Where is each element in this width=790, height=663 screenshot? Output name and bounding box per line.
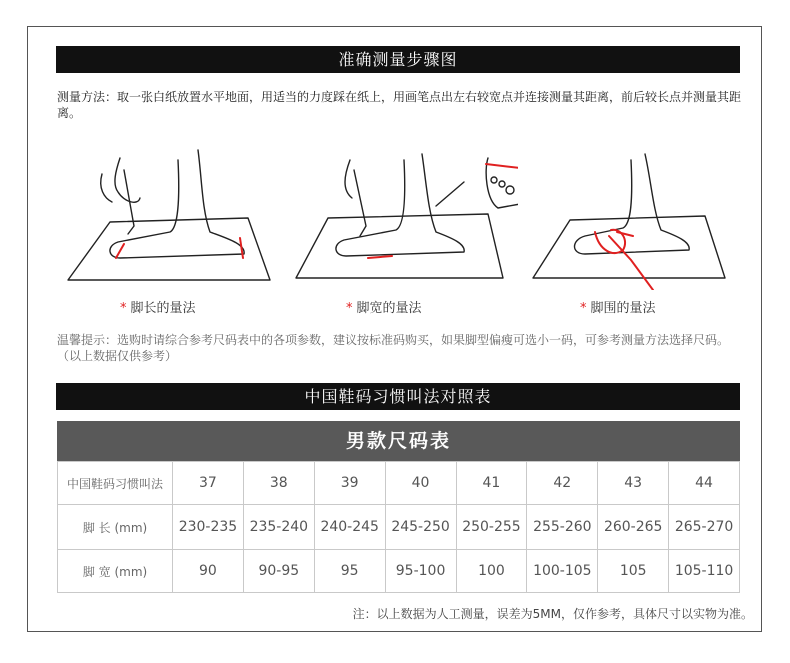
row-label: 脚 长 (mm) bbox=[58, 505, 173, 550]
foot-length-illustration bbox=[60, 140, 280, 290]
table-cell: 90 bbox=[173, 550, 244, 593]
table-cell: 100 bbox=[456, 550, 527, 593]
caption-star: * bbox=[580, 301, 587, 316]
caption-width-text: 脚宽的量法 bbox=[356, 301, 422, 316]
table-cell: 105-110 bbox=[669, 550, 740, 593]
table-cell: 245-250 bbox=[385, 505, 456, 550]
table-cell: 38 bbox=[243, 462, 314, 505]
table-cell: 41 bbox=[456, 462, 527, 505]
size-table bbox=[57, 461, 740, 593]
caption-girth bbox=[580, 297, 656, 316]
table-cell: 100-105 bbox=[527, 550, 598, 593]
size-chart-header: 中国鞋码习惯叫法对照表 bbox=[56, 383, 740, 410]
foot-width-illustration bbox=[288, 140, 518, 290]
table-cell: 250-255 bbox=[456, 505, 527, 550]
foot-girth-illustration bbox=[525, 140, 740, 290]
table-cell: 260-265 bbox=[598, 505, 669, 550]
table-cell: 95 bbox=[314, 550, 385, 593]
table-cell: 40 bbox=[385, 462, 456, 505]
table-cell: 37 bbox=[173, 462, 244, 505]
table-cell: 255-260 bbox=[527, 505, 598, 550]
caption-length-text: 脚长的量法 bbox=[130, 301, 196, 316]
caption-width bbox=[346, 297, 422, 316]
measure-method-text: 测量方法：取一张白纸放置水平地面，用适当的力度踩在纸上，用画笔点出左右较宽点并连接测量其距离，前后较长点并测量其距离。 bbox=[57, 90, 742, 120]
table-row bbox=[58, 505, 740, 550]
caption-length bbox=[120, 297, 196, 316]
caption-star: * bbox=[120, 301, 127, 316]
footnote: 注：以上数据为人工测量，误差为5MM，仅作参考，具体尺寸以实物为准。 bbox=[352, 607, 753, 621]
table-cell: 230-235 bbox=[173, 505, 244, 550]
table-cell: 105 bbox=[598, 550, 669, 593]
caption-star: * bbox=[346, 301, 353, 316]
caption-girth-text: 脚围的量法 bbox=[590, 301, 656, 316]
table-cell: 240-245 bbox=[314, 505, 385, 550]
size-table-container bbox=[57, 421, 740, 593]
table-cell: 235-240 bbox=[243, 505, 314, 550]
tip-text: 温馨提示：选购时请综合参考尺码表中的各项参数，建议按标准码购买，如果脚型偏瘦可选小一码，可参考测量方法选择尺码。（以上数据仅供参考） bbox=[57, 333, 730, 363]
measure-steps-header: 准确测量步骤图 bbox=[56, 46, 740, 73]
size-table-title: 男款尺码表 bbox=[57, 421, 740, 461]
table-cell: 90-95 bbox=[243, 550, 314, 593]
table-row bbox=[58, 550, 740, 593]
table-cell: 42 bbox=[527, 462, 598, 505]
table-cell: 265-270 bbox=[669, 505, 740, 550]
row-label: 中国鞋码习惯叫法 bbox=[58, 462, 173, 505]
table-cell: 44 bbox=[669, 462, 740, 505]
table-cell: 39 bbox=[314, 462, 385, 505]
row-label: 脚 宽 (mm) bbox=[58, 550, 173, 593]
table-cell: 43 bbox=[598, 462, 669, 505]
table-row bbox=[58, 462, 740, 505]
table-cell: 95-100 bbox=[385, 550, 456, 593]
